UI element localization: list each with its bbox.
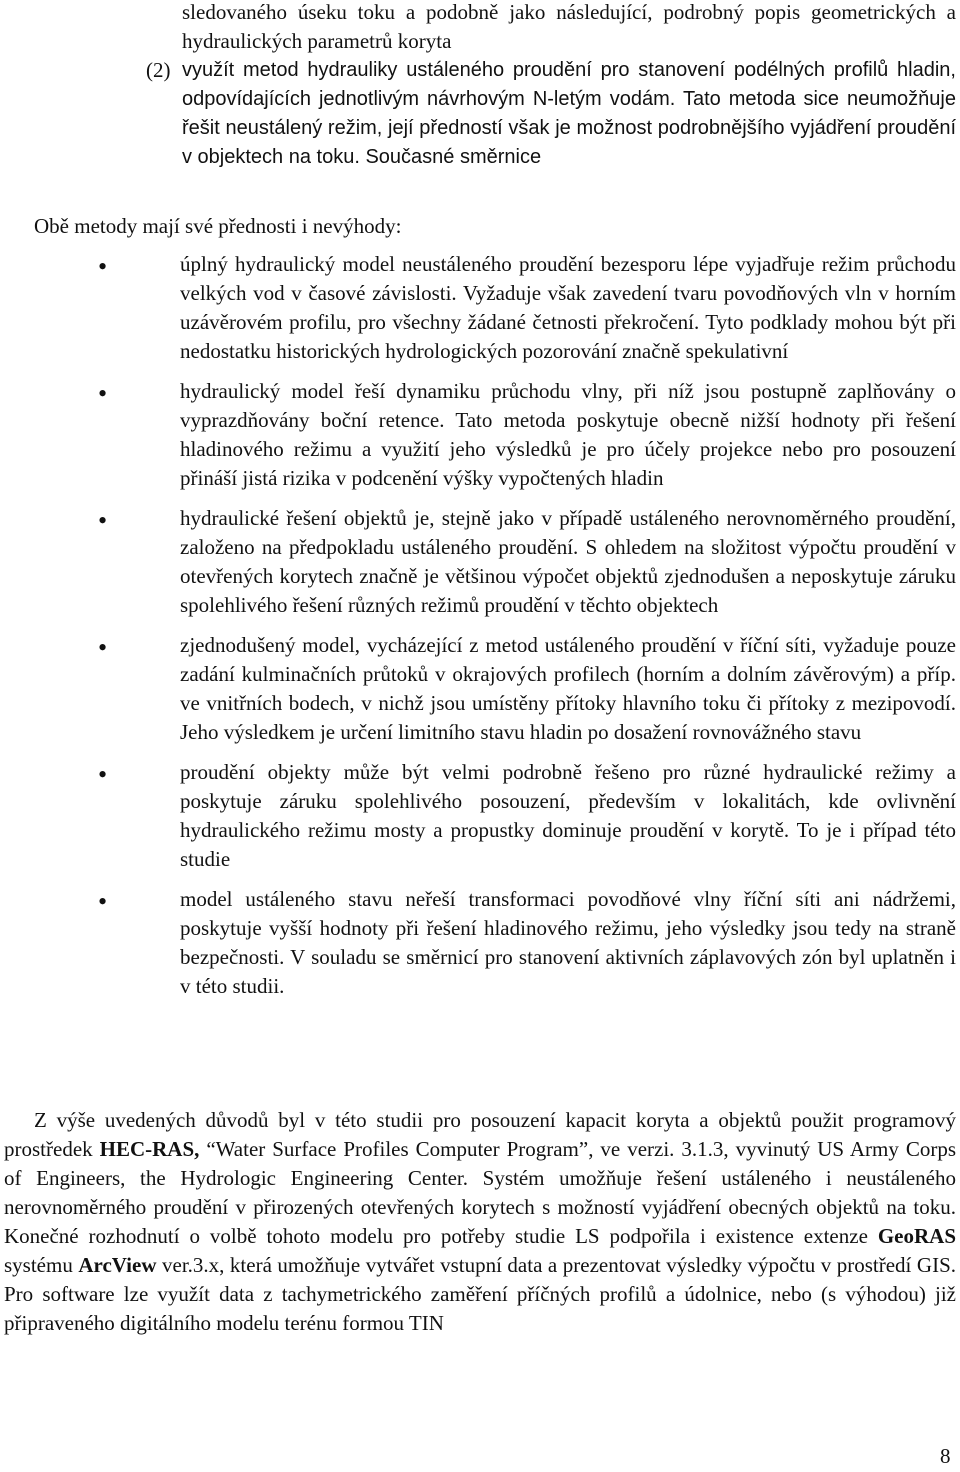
georas-name: GeoRAS — [877, 1224, 956, 1248]
closing-text-1: Z výše uvedených důvodů byl v této studii pro posouzení kapacit koryta a objektů použit programový prostředek — [4, 1108, 956, 1161]
hecras-name: HEC-RAS, — [99, 1137, 200, 1161]
bullet-text: proudění objekty může být velmi podrobně řešeno pro různé hydraulické režimy a poskytuje záruku spolehlivého posouzení, především v lokalitách, kde ovlivnění hydraulického režimu mosty a propustky dominuje proudění v korytě. To je i případ této studie — [180, 760, 956, 871]
bullet-item — [0, 758, 960, 874]
bullet-list — [0, 250, 960, 1012]
bullet-text: model ustáleného stavu neřeší transformaci povodňové vlny říční síti ani nádržemi, poskytuje vyšší hodnoty při řešení hladinového režimu, jeho výsledky jsou tedy na straně bezpečnosti. V souladu se směrnicí pro stanovení aktivních záplavových zón byl uplatněn i v této studii. — [180, 887, 956, 998]
lead-sentence: Obě metody mají své přednosti i nevýhody: — [34, 214, 402, 238]
arcview-name: ArcView — [78, 1253, 157, 1277]
bullet-text: hydraulické řešení objektů je, stejně jako v případě ustáleného nerovnoměrného proudění, založeno na předpokladu ustáleného proudění. S ohledem na složitost výpočtu proudění v otevřených korytech značně je většinou výpočet objektů zjednodušen a neposkytuje záruku spolehlivého řešení různých režimů proudění v těchto objektech — [180, 506, 956, 617]
list-item-2-text: využít metod hydrauliky ustáleného proudění pro stanovení podélných profilů hladin, odpovídajících jednotlivým návrhovým N-letým vodám. Tato metoda sice neumožňuje řešit neustálený režim, její předností však je možnost podrobnějšího vyjádření proudění v objektech na toku. Současné směrnice — [182, 59, 956, 168]
list-item-2 — [118, 56, 956, 172]
bullet-icon: • — [98, 633, 108, 662]
bullet-icon: • — [98, 252, 108, 281]
page-number: 8 — [940, 1444, 951, 1468]
bullet-icon: • — [98, 379, 108, 408]
top-paragraph: sledovaného úseku toku a podobně jako následující, podrobný popis geometrických a hydraulických parametrů koryta — [182, 0, 956, 53]
bullet-icon: • — [98, 760, 108, 789]
closing-paragraph — [4, 1106, 956, 1338]
bullet-item — [0, 377, 960, 493]
bullet-text: zjednodušený model, vycházející z metod ustáleného proudění v říční síti, vyžaduje pouze zadání kulminačních průtoků v okrajových profilech (horním a dolním závěrovým) a příp. ve vnitřních bodech, v nichž jsou umístěny přítoky hlavního toku či přítoky z mezipovodí. Jeho výsledkem je určení limitního stavu hladin po dosažení rovnovážného stavu — [180, 633, 956, 744]
bullet-item — [0, 885, 960, 1001]
bullet-item — [0, 250, 960, 366]
bullet-item — [0, 631, 960, 747]
closing-text-3: systému — [4, 1253, 79, 1277]
list-marker: (2) — [146, 58, 171, 82]
bullet-text: hydraulický model řeší dynamiku průchodu vlny, při níž jsou postupně zaplňovány o vyprazdňovány boční retence. Tato metoda poskytuje obecně nižší hodnoty při řešení hladinového režimu a využití jeho výsledků je pro účely projekce nebo pro posouzení přináší jistá rizika v podcenění výšky vypočtených hladin — [180, 379, 956, 490]
closing-text-2: “Water Surface Profiles Computer Program”, ve verzi. 3.1.3, vyvinutý US Army Corps of Engineers, the Hydrologic Engineering Center. Systém umožňuje řešení ustáleného i neustáleného nerovnoměrného proudění v přirozených otevřených korytech s možností vyjádření obecných objektů na toku. Konečné rozhodnutí o volbě tohoto modelu pro potřeby studie LS podpořila i existence extenze — [4, 1137, 957, 1248]
bullet-icon: • — [98, 887, 108, 916]
bullet-icon: • — [98, 506, 108, 535]
closing-text-4: ver.3.x, která umožňuje vytvářet vstupní data a prezentovat výsledky výpočtu v prostředí GIS. Pro software lze využít data z tachymetrického zaměření příčných profilů a údolnice, nebo (s výhodou) již připraveného digitálního modelu terénu formou TIN — [4, 1253, 956, 1335]
bullet-item — [0, 504, 960, 620]
bullet-text: úplný hydraulický model neustáleného proudění bezesporu lépe vyjadřuje režim průchodu velkých vod v časové závislosti. Vyžaduje však zavedení tvaru povodňových vln v horním uzávěrovém profilu, pro všechny žádané četnosti překročení. Tyto podklady mohou být při nedostatku historických hydrologických pozorování značně spekulativní — [180, 252, 956, 363]
